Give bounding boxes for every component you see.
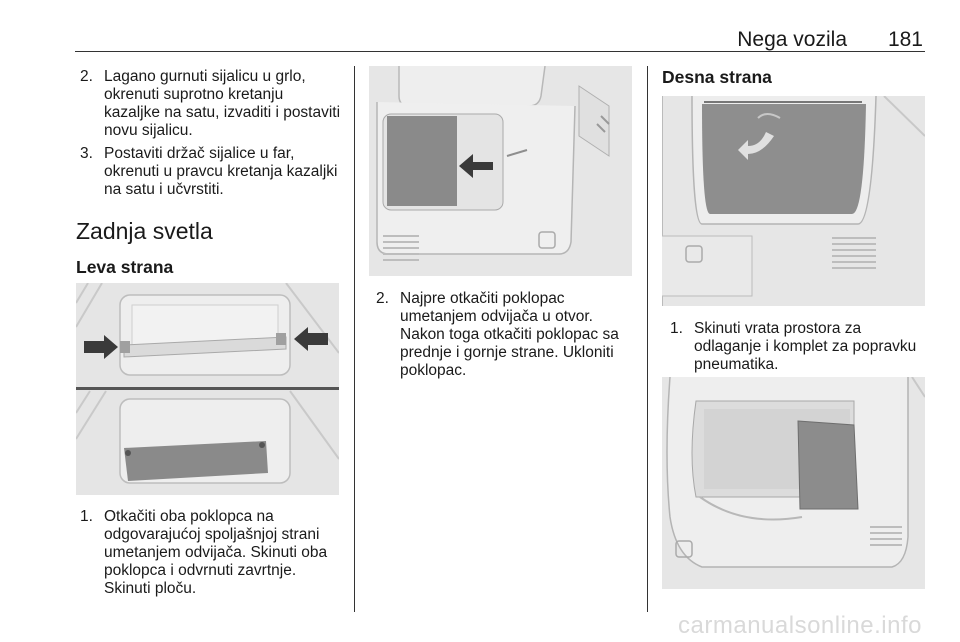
section-heading: Zadnja svetla xyxy=(76,218,213,244)
step-line: novu sijalicu. xyxy=(104,122,193,139)
column-divider-1 xyxy=(354,66,355,612)
step-line: okrenuti u pravcu kretanja kazaljki xyxy=(104,163,338,180)
step-line: Skinuti ploču. xyxy=(104,580,197,597)
step-line: Skinuti vrata prostora za xyxy=(694,320,862,337)
step-line: odlaganje i komplet za popravku xyxy=(694,338,917,355)
step-line: Otkačiti oba poklopca na xyxy=(104,508,274,525)
header-section-title: Nega vozila xyxy=(737,28,847,51)
step-line: na satu i učvrstiti. xyxy=(104,181,224,198)
step-line: Najpre otkačiti poklopac xyxy=(400,290,565,307)
watermark: carmanualsonline.info xyxy=(678,612,922,639)
step-line: poklopca i odvrnuti zavrtnje. xyxy=(104,562,297,579)
figure-left-side xyxy=(76,283,339,495)
left-step-1 xyxy=(80,508,350,598)
middle-step-2 xyxy=(376,290,642,380)
right-step-1 xyxy=(670,320,930,374)
page-number: 181 xyxy=(887,28,923,51)
step-line: umetanjem odvijača u otvor. xyxy=(400,308,593,325)
step-number: 1. xyxy=(80,508,93,525)
step-line: prednje i gornje strane. Ukloniti xyxy=(400,344,614,361)
step-line: Nakon toga otkačiti poklopac sa xyxy=(400,326,619,343)
subsection-heading-right: Desna strana xyxy=(662,67,772,87)
header-rule xyxy=(75,51,925,52)
figure-right-bottom xyxy=(662,377,925,589)
step-text xyxy=(104,508,327,598)
left-step-3 xyxy=(80,145,350,199)
step-line: umetanjem odvijača. Skinuti oba xyxy=(104,544,328,561)
figure-middle xyxy=(369,66,632,276)
step-number: 3. xyxy=(80,145,93,162)
column-divider-2 xyxy=(647,66,648,612)
step-number: 1. xyxy=(670,320,683,337)
step-number: 2. xyxy=(376,290,389,307)
step-line: poklopac. xyxy=(400,362,467,379)
step-text xyxy=(694,320,916,374)
left-step-2 xyxy=(80,68,350,140)
step-text xyxy=(400,290,619,380)
step-line: okrenuti suprotno kretanju xyxy=(104,86,284,103)
step-text xyxy=(104,68,340,140)
figure-right-top xyxy=(662,96,925,306)
step-line: pneumatika. xyxy=(694,356,779,373)
step-line: kazaljke na satu, izvaditi i postaviti xyxy=(104,104,341,121)
step-text xyxy=(104,145,337,199)
page-header xyxy=(75,28,925,52)
step-line: Postaviti držač sijalice u far, xyxy=(104,145,295,162)
step-line: odgovarajućoj spoljašnjoj strani xyxy=(104,526,320,543)
subsection-heading-left: Leva strana xyxy=(76,257,174,277)
step-number: 2. xyxy=(80,68,93,85)
step-line: Lagano gurnuti sijalicu u grlo, xyxy=(104,68,306,85)
